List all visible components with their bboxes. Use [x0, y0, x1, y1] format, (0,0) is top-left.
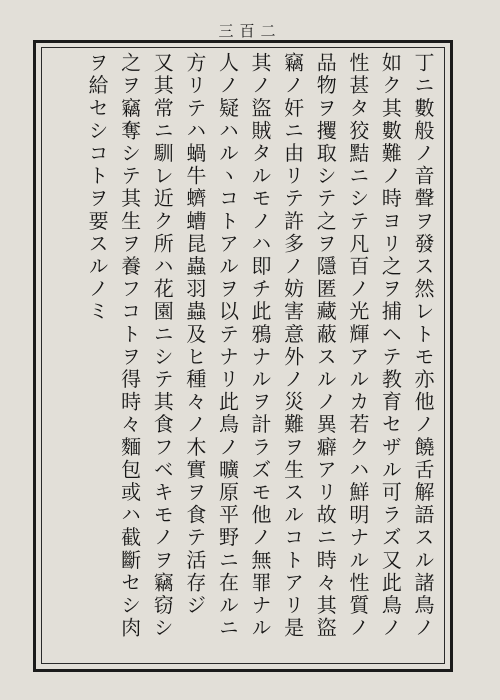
text-line: 丁ニ數般ノ音聲ヲ發ス然レトモ亦他ノ饒舌解語スル諸鳥ノ — [411, 52, 435, 640]
text-line: 之ヲ竊奪シテ其生ヲ養フコトヲ得時々麵包或ハ截斷セシ肉 — [117, 52, 142, 640]
text-line: 其ノ盜賊タルモノハ即チ此鴉ナルヲ計ラズモ他ノ無罪ナル — [248, 52, 273, 640]
text-line: 如ク其數難ノ時ヨリ之ヲ捕ヘテ教育セザル可ラズ又此鳥ノ — [378, 52, 403, 640]
text-line: 性甚タ狡黠ニシテ凡百ノ光輝アルカ若クハ鮮明ナル性質ノ — [345, 52, 370, 640]
text-line: ヲ給セシコトヲ要スルノミ — [85, 52, 110, 324]
vertical-text-body — [47, 52, 439, 660]
text-line: 人ノ疑ハルヽコトアルヲ以テナリ此鳥ノ曠原平野ニ在ルニ — [215, 52, 240, 640]
text-line: 品物ヲ攫取シテ之ヲ隱匿藏蔽スルノ異癖アリ故ニ時々其盜 — [313, 52, 338, 640]
page-number: 三百二 — [218, 22, 282, 40]
text-line: 竊ノ奸ニ由リテ許多ノ妨害意外ノ災難ヲ生スルコトアリ是 — [280, 52, 305, 640]
text-line: 又其常ニ馴レ近ク所ハ花園ニシテ其食フベキモノヲ竊窃シ — [150, 52, 175, 640]
text-line: 方リテハ蝸牛蠐螬昆蟲羽蟲及ヒ種々ノ木實ヲ食テ活存ジ — [182, 52, 207, 617]
